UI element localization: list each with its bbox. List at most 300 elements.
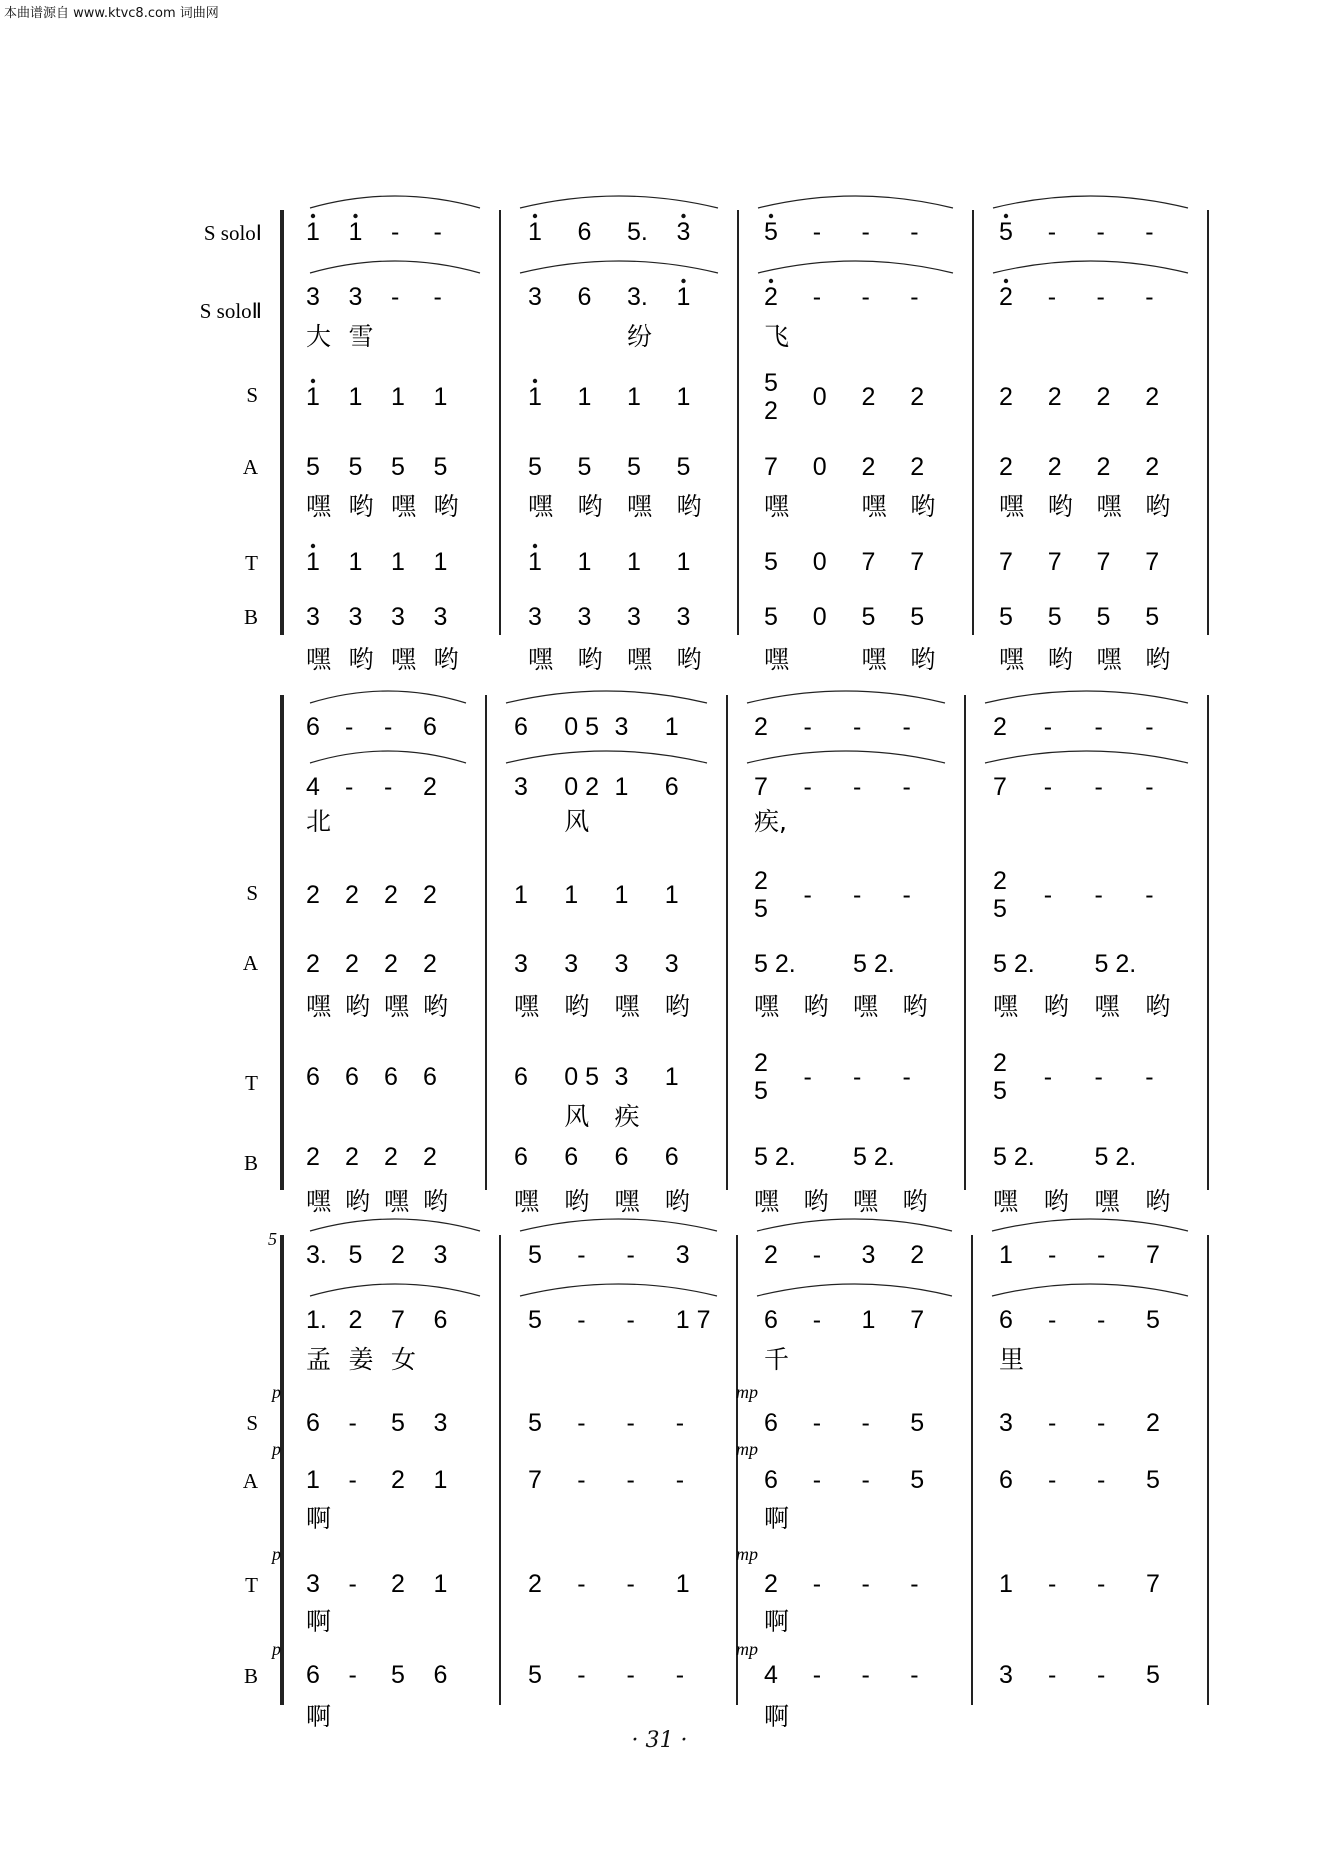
note: 2 xyxy=(391,1570,405,1598)
note: - xyxy=(902,773,911,801)
dynamic-mark: mp xyxy=(736,1544,758,1564)
note: 1 xyxy=(433,548,448,576)
note: 5 xyxy=(993,895,1007,923)
lyric-char: 嘿 xyxy=(861,492,887,521)
note: 1 xyxy=(348,383,363,411)
note: - xyxy=(1047,218,1057,246)
note: 1 xyxy=(528,218,542,246)
note: 1 xyxy=(627,383,641,411)
note: 1 xyxy=(675,1570,690,1598)
note: - xyxy=(812,1466,822,1494)
note: 1 xyxy=(306,1466,320,1494)
lyric-char: 哟 xyxy=(564,1187,590,1216)
note: - xyxy=(1043,1063,1053,1091)
note: 2 xyxy=(384,950,398,978)
lyric-char: 嘿 xyxy=(754,1187,780,1216)
lyric-char: 里 xyxy=(999,1345,1025,1374)
note: 3 xyxy=(514,950,528,978)
note: - xyxy=(803,1063,812,1091)
slur xyxy=(520,1284,717,1296)
lyric-char: 纷 xyxy=(627,322,653,351)
lyric-char: 哟 xyxy=(1145,645,1171,674)
note: 2 xyxy=(1096,453,1111,481)
note: 3 xyxy=(614,1063,629,1091)
note: 6 xyxy=(433,1306,448,1334)
note: 2 xyxy=(764,1570,778,1598)
note: 6 xyxy=(577,283,592,311)
note: 6 xyxy=(577,218,592,246)
note: - xyxy=(902,881,911,909)
lyric-char: 哟 xyxy=(1145,992,1171,1021)
note: 1 xyxy=(514,881,528,909)
note: - xyxy=(675,1409,685,1437)
note: 1 xyxy=(676,383,691,411)
note: 3 xyxy=(627,603,641,631)
note: 1 xyxy=(433,383,448,411)
note: - xyxy=(861,1409,870,1437)
note: 5 xyxy=(528,1241,542,1269)
lyric-char: 嘿 xyxy=(306,645,332,674)
note: - xyxy=(1043,773,1053,801)
note: - xyxy=(861,283,870,311)
note: - xyxy=(626,1466,635,1494)
lyric-char: 嘿 xyxy=(614,992,640,1021)
note: - xyxy=(1094,1063,1103,1091)
note: - xyxy=(861,1570,870,1598)
dynamic-mark: p xyxy=(272,1382,281,1402)
note: 1 xyxy=(664,881,679,909)
octave-dot xyxy=(533,544,537,548)
note: 2 xyxy=(1146,1409,1160,1437)
note: 3 xyxy=(433,603,448,631)
note: 1 7 xyxy=(675,1306,711,1334)
note: 7 xyxy=(1146,1570,1160,1598)
note: 2 xyxy=(910,453,925,481)
note: 3 xyxy=(675,1241,690,1269)
note: 6 xyxy=(514,1143,528,1171)
note: - xyxy=(345,713,354,741)
lyric-char: 嘿 xyxy=(861,645,887,674)
note: - xyxy=(1048,1409,1057,1437)
note: 5 xyxy=(528,1306,542,1334)
octave-dot xyxy=(769,279,773,283)
voice-label-s: S xyxy=(246,881,258,905)
note: 2 xyxy=(348,1306,363,1334)
octave-dot xyxy=(311,379,315,383)
note: 1 xyxy=(577,548,592,576)
note: 5 xyxy=(348,453,363,481)
note: 1 xyxy=(564,881,579,909)
lyric-char: 哟 xyxy=(1047,492,1073,521)
lyric-char: 哟 xyxy=(910,492,936,521)
note: - xyxy=(675,1466,685,1494)
slur xyxy=(506,751,707,763)
note: 3. xyxy=(627,283,648,311)
note: 1 xyxy=(861,1306,876,1334)
note: 6 xyxy=(664,1143,679,1171)
lyric-char: 嘿 xyxy=(1094,1187,1120,1216)
note: 5 xyxy=(1146,1661,1160,1689)
lyric-char: 哟 xyxy=(348,492,374,521)
voice-label-b: B xyxy=(243,1664,258,1688)
lyric-char: 哟 xyxy=(1043,1187,1069,1216)
note: 2 xyxy=(1145,453,1160,481)
note: 6 xyxy=(764,1466,778,1494)
note: 6 xyxy=(306,1409,320,1437)
note: 6 xyxy=(306,713,320,741)
note: - xyxy=(1047,283,1057,311)
note: 5 xyxy=(910,1466,925,1494)
dynamic-mark: p xyxy=(272,1639,281,1659)
note: 2 xyxy=(993,867,1007,895)
lyric-char: 嘿 xyxy=(754,992,780,1021)
note: 2 xyxy=(1096,383,1111,411)
note: 5 xyxy=(1047,603,1062,631)
note: 2 xyxy=(423,881,437,909)
note: 1 xyxy=(306,383,320,411)
note: - xyxy=(853,773,862,801)
note: 2 xyxy=(384,1143,398,1171)
note: 5 xyxy=(993,1077,1007,1105)
note: 7 xyxy=(993,773,1007,801)
slur xyxy=(985,751,1188,763)
note: 6 xyxy=(306,1063,320,1091)
slur xyxy=(520,196,718,208)
note: 2 xyxy=(306,1143,320,1171)
note: - xyxy=(812,1306,822,1334)
note: 4 xyxy=(764,1661,778,1689)
note: 2 xyxy=(910,383,925,411)
voice-label-solo2: S soloⅡ xyxy=(199,299,262,323)
note: 2 xyxy=(423,950,437,978)
lyric-char: 哟 xyxy=(664,992,690,1021)
note: - xyxy=(577,1570,586,1598)
slur xyxy=(520,1219,717,1231)
note: 5 xyxy=(528,453,542,481)
note: 2 xyxy=(999,283,1013,311)
note: 2 xyxy=(306,881,320,909)
note: 6 xyxy=(764,1409,778,1437)
note: 5 xyxy=(391,453,405,481)
lyric-char: 嘿 xyxy=(764,645,790,674)
note: 2 xyxy=(1047,453,1062,481)
note: - xyxy=(1048,1661,1057,1689)
note: - xyxy=(853,713,862,741)
source-note: 本曲谱源自 www.ktvc8.com 词曲网 xyxy=(4,6,219,21)
note: - xyxy=(1048,1241,1057,1269)
lyric-char: 哟 xyxy=(564,992,590,1021)
note: 1 xyxy=(664,713,679,741)
note: - xyxy=(910,283,919,311)
octave-dot xyxy=(769,214,773,218)
octave-dot xyxy=(681,214,685,218)
lyric-char: 疾 xyxy=(614,1102,640,1131)
lyric-char: 风 xyxy=(564,807,590,836)
note: 3 xyxy=(999,1661,1013,1689)
lyric-char: 啊 xyxy=(764,1702,790,1731)
lyric-char: 啊 xyxy=(306,1504,332,1533)
note: - xyxy=(577,1661,586,1689)
lyric-char: 嘿 xyxy=(993,992,1019,1021)
note: 2 xyxy=(528,1570,542,1598)
note: 5 xyxy=(910,1409,925,1437)
note: - xyxy=(626,1661,635,1689)
slur xyxy=(310,196,480,208)
slur xyxy=(757,1219,952,1231)
note: 3 xyxy=(433,1409,448,1437)
note: - xyxy=(1097,1409,1106,1437)
lyric-char: 哟 xyxy=(676,645,702,674)
slur xyxy=(757,1284,952,1296)
note: 2 xyxy=(861,453,876,481)
note: 3 xyxy=(306,283,320,311)
note: 5 xyxy=(764,603,778,631)
note: 2 xyxy=(764,283,778,311)
note: 3 xyxy=(528,283,542,311)
note: - xyxy=(577,1466,586,1494)
note: 6 xyxy=(664,773,679,801)
note: - xyxy=(812,283,822,311)
note: 7 xyxy=(754,773,768,801)
note: - xyxy=(1043,713,1053,741)
note: - xyxy=(384,773,393,801)
note: - xyxy=(1097,1241,1106,1269)
note: - xyxy=(1094,773,1103,801)
note: 2 xyxy=(764,1241,778,1269)
note: 3 xyxy=(433,1241,448,1269)
note: 5 xyxy=(306,453,320,481)
slur xyxy=(758,196,953,208)
note: 3 xyxy=(861,1241,876,1269)
lyric-char: 姜 xyxy=(348,1345,374,1374)
note: 7 xyxy=(910,1306,925,1334)
lyric-char: 哟 xyxy=(803,1187,829,1216)
lyric-char: 嘿 xyxy=(853,1187,879,1216)
note: - xyxy=(910,218,919,246)
note: 1 xyxy=(999,1570,1013,1598)
note: 2 xyxy=(384,881,398,909)
note: 6 xyxy=(764,1306,778,1334)
note: - xyxy=(861,1466,870,1494)
dynamic-mark: p xyxy=(272,1544,281,1564)
note: 1 xyxy=(528,383,542,411)
note: 6 xyxy=(423,713,437,741)
note: 5 xyxy=(754,895,768,923)
note: - xyxy=(348,1661,357,1689)
lyric-char: 嘿 xyxy=(528,645,554,674)
note: 4 xyxy=(306,773,320,801)
note: 7 xyxy=(861,548,876,576)
lyric-char: 嘿 xyxy=(627,645,653,674)
note: 3. xyxy=(306,1241,327,1269)
note: - xyxy=(348,1409,357,1437)
note: - xyxy=(345,773,354,801)
note: - xyxy=(626,1241,635,1269)
voice-label-t: T xyxy=(245,551,258,575)
note: - xyxy=(1043,881,1053,909)
lyric-char: 哟 xyxy=(902,992,928,1021)
note: 6 xyxy=(423,1063,437,1091)
note: 7 xyxy=(1145,548,1160,576)
note: - xyxy=(1048,1466,1057,1494)
note: 5 xyxy=(754,1077,768,1105)
note: 2 xyxy=(999,383,1013,411)
note: 2 xyxy=(423,773,437,801)
note: 2 xyxy=(993,1049,1007,1077)
lyric-char: 哟 xyxy=(1047,645,1073,674)
slur xyxy=(310,691,466,703)
note: 3 xyxy=(528,603,542,631)
slur xyxy=(993,196,1188,208)
note: 0 5 xyxy=(564,1063,600,1091)
note: 7 xyxy=(391,1306,405,1334)
lyric-char: 哟 xyxy=(348,645,374,674)
note: 2 xyxy=(423,1143,437,1171)
lyric-char: 哟 xyxy=(664,1187,690,1216)
note: 5 xyxy=(528,1661,542,1689)
lyric-char: 哟 xyxy=(1145,1187,1171,1216)
note: - xyxy=(1145,773,1154,801)
lyric-char: 啊 xyxy=(306,1702,332,1731)
note: 5 xyxy=(1145,603,1160,631)
slur xyxy=(758,261,953,273)
note: 3 xyxy=(614,713,629,741)
note: 7 xyxy=(999,548,1013,576)
lyric-char: 飞 xyxy=(764,322,790,351)
note: 5 xyxy=(764,369,778,397)
lyric-char: 嘿 xyxy=(391,492,417,521)
slur xyxy=(310,1284,480,1296)
lyric-char: 哟 xyxy=(345,992,371,1021)
note: 5 2. xyxy=(754,950,796,978)
note: - xyxy=(1094,713,1103,741)
note: - xyxy=(853,881,862,909)
note: - xyxy=(577,1241,586,1269)
note: 2 xyxy=(754,1049,768,1077)
lyric-char: 风 xyxy=(564,1102,590,1131)
note: 5 xyxy=(1096,603,1111,631)
note: 6 xyxy=(999,1466,1013,1494)
lyric-char: 嘿 xyxy=(1096,492,1122,521)
lyric-char: 嘿 xyxy=(384,1187,410,1216)
note: - xyxy=(577,1306,586,1334)
voice-label-a: A xyxy=(242,951,258,975)
note: 1 xyxy=(306,548,320,576)
note: 3 xyxy=(348,603,363,631)
lyric-char: 嘿 xyxy=(999,645,1025,674)
dynamic-mark: mp xyxy=(736,1439,758,1459)
note: 2 xyxy=(345,881,359,909)
note: - xyxy=(812,1409,822,1437)
note: 5 xyxy=(910,603,925,631)
octave-dot xyxy=(311,544,315,548)
note: - xyxy=(910,1570,919,1598)
lyric-char: 嘿 xyxy=(853,992,879,1021)
note: 1 xyxy=(528,548,542,576)
note: - xyxy=(348,1570,357,1598)
note: 3 xyxy=(676,603,691,631)
note: 5 xyxy=(1146,1306,1160,1334)
slur xyxy=(992,1219,1188,1231)
note: - xyxy=(577,1409,586,1437)
note: 5 xyxy=(528,1409,542,1437)
note: 2 xyxy=(993,713,1007,741)
note: 1 xyxy=(664,1063,679,1091)
note: 2 xyxy=(345,950,359,978)
note: 2 xyxy=(754,713,768,741)
note: 1 xyxy=(348,548,363,576)
lyric-char: 哟 xyxy=(1145,492,1171,521)
note: - xyxy=(1097,1306,1106,1334)
note: - xyxy=(433,218,442,246)
voice-label-a: A xyxy=(242,455,258,479)
slur xyxy=(520,261,718,273)
note: 2 xyxy=(999,453,1013,481)
note: 2 xyxy=(306,950,320,978)
lyric-char: 雪 xyxy=(348,322,374,351)
note: - xyxy=(1145,713,1154,741)
note: 3 xyxy=(564,950,579,978)
note: 1 xyxy=(614,881,629,909)
note: 6 xyxy=(614,1143,629,1171)
octave-dot xyxy=(533,214,537,218)
note: 1 xyxy=(348,218,363,246)
note: 6 xyxy=(345,1063,359,1091)
note: 5. xyxy=(627,218,648,246)
note: - xyxy=(1048,1570,1057,1598)
note: - xyxy=(861,1661,870,1689)
note: 1 xyxy=(577,383,592,411)
note: - xyxy=(861,218,870,246)
note: 1 xyxy=(676,548,691,576)
note: 5 xyxy=(999,603,1013,631)
note: 5 2. xyxy=(853,1143,895,1171)
voice-label-a: A xyxy=(242,1469,258,1493)
note: 6 xyxy=(306,1661,320,1689)
note: 2 xyxy=(391,1241,405,1269)
note: 6 xyxy=(564,1143,579,1171)
lyric-char: 嘿 xyxy=(1094,992,1120,1021)
octave-dot xyxy=(311,214,315,218)
note: - xyxy=(1145,881,1154,909)
note: 0 xyxy=(812,383,827,411)
lyric-char: 哟 xyxy=(910,645,936,674)
lyric-char: 嘿 xyxy=(384,992,410,1021)
lyric-char: 啊 xyxy=(764,1607,790,1636)
note: 0 xyxy=(812,453,827,481)
lyric-char: 啊 xyxy=(764,1504,790,1533)
note: 5 xyxy=(1146,1466,1160,1494)
octave-dot xyxy=(533,379,537,383)
lyric-char: 嘿 xyxy=(627,492,653,521)
note: - xyxy=(391,283,400,311)
note: - xyxy=(853,1063,862,1091)
note: 1. xyxy=(306,1306,327,1334)
note: - xyxy=(910,1661,919,1689)
slur xyxy=(506,691,707,703)
lyric-char: 嘿 xyxy=(993,1187,1019,1216)
lyric-char: 哟 xyxy=(803,992,829,1021)
note: - xyxy=(348,1466,357,1494)
note: 1 xyxy=(614,773,629,801)
note: - xyxy=(1094,881,1103,909)
note: 0 5 xyxy=(564,713,600,741)
note: 2 xyxy=(754,867,768,895)
lyric-char: 哟 xyxy=(345,1187,371,1216)
note: - xyxy=(902,1063,911,1091)
note: 3 xyxy=(348,283,363,311)
note: 1 xyxy=(433,1466,448,1494)
